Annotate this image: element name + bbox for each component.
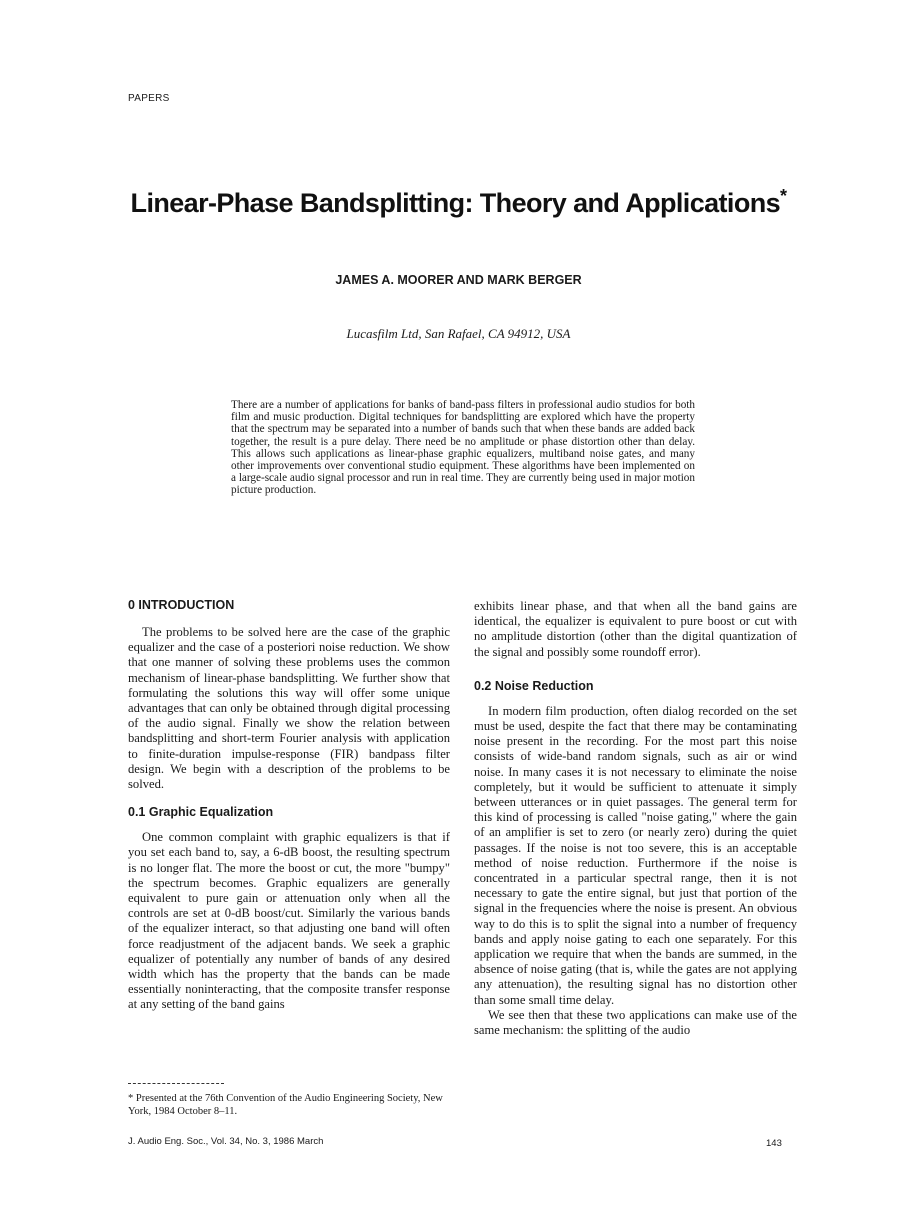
abstract: There are a number of applications for banks of band-pass filters in professional audio studios for both film and music production. Digital techniques for bandsplitting are explored which have the property that the spectrum may be separated into a number of bands such that when these bands are added back together, the result is a pure delay. There need be no amplitude or phase distortion other than delay. This allows such applications as linear-phase graphic equalizers, multiband noise gates, and many other improvements over conventional studio equipment. These algorithms have been implemented on a large-scale audio signal processor and run in real time. They are currently being used in major motion picture production. [231,399,695,497]
paper-title-text: Linear-Phase Bandsplitting: Theory and Applications [130,188,781,218]
journal-citation: J. Audio Eng. Soc., Vol. 34, No. 3, 1986 March [128,1136,324,1147]
footnote: * Presented at the 76th Convention of the Audio Engineering Society, New York, 1984 October 8–11. [128,1093,443,1117]
subsection-heading-graphic-equalization: 0.1 Graphic Equalization [128,805,274,820]
footnote-rule [128,1083,224,1084]
paragraph: The problems to be solved here are the case of the graphic equalizer and the case of a posteriori noise reduction. We show that one manner of solving these problems uses the common mechanism of linear-phase bandsplitting. We further show that formulating the solutions this way will offer some unique advantages that can only be obtained through digital processing of the audio signal. Finally we show the relation between bandsplitting and short-term Fourier analysis with application to finite-duration impulse-response (FIR) bandpass filter design. We begin with a description of the problems to be solved. [128,625,450,792]
paragraph: We see then that these two applications can make use of the same mechanism: the splitting of the audio [474,1007,797,1038]
paragraph: In modern film production, often dialog recorded on the set must be used, despite the fact that there may be contaminating noise present in the recording. For the most part this noise consists of wide-band random signals, such as air or wind noise. In many cases it is not necessary to eliminate the noise completely, but it would be sufficient to attenuate it simply between utterances or in quiet passages. The general term for this kind of processing is called "noise gating," where the gain of an amplifier is set to zero (or nearly zero) during the quiet passages. If the noise is not too severe, this is an acceptable method of noise reduction. Furthermore if the noise is concentrated in a particular spectral range, then it is not necessary to gate the entire signal, but just that portion of the signal in the frequencies where the noise is present. An obvious way to do this is to split the signal into a number of frequency bands and apply noise gating to each one separately. For this application we require that when the bands are summed, in the absence of noise gating (that is, while the gates are not applying any attenuation), the resulting signal has no distortion other than some small time delay. [474,703,797,1007]
paragraph: One common complaint with graphic equalizers is that if you set each band to, say, a 6-dB boost, the resulting spectrum is no longer flat. The more the boost or cut, the more "bumpy" the spectrum becomes. Graphic equalizers are generally equivalent to pure gain or attenuation only when all the controls are set at 0-dB boost/cut. Similarly the various bands of the equalizer interact, so that adjusting one band will often force readjustment of the adjacent bands. We seek a graphic equalizer of potentially any number of bands of any desired width which has the property that the bands can be made essentially noninteracting, that the composite transfer response at any setting of the band gains [128,830,450,1012]
author-list: JAMES A. MOORER AND MARK BERGER [335,273,582,287]
section-heading-introduction: 0 INTRODUCTION [128,598,235,612]
left-column [128,597,450,1013]
subsection-heading-noise-reduction: 0.2 Noise Reduction [474,678,594,693]
paper-title [0,186,917,219]
page-number: 143 [766,1138,782,1149]
paragraph-continued: exhibits linear phase, and that when all the band gains are identical, the equalizer is equivalent to pure boost or cut with no amplitude distortion (other than the digital quantization of the signal and possibly some roundoff error). [474,599,797,659]
affiliation: Lucasfilm Ltd, San Rafael, CA 94912, USA [346,326,571,341]
running-head: PAPERS [128,93,170,104]
title-footnote-marker: * [780,186,787,206]
right-column [474,599,797,1038]
